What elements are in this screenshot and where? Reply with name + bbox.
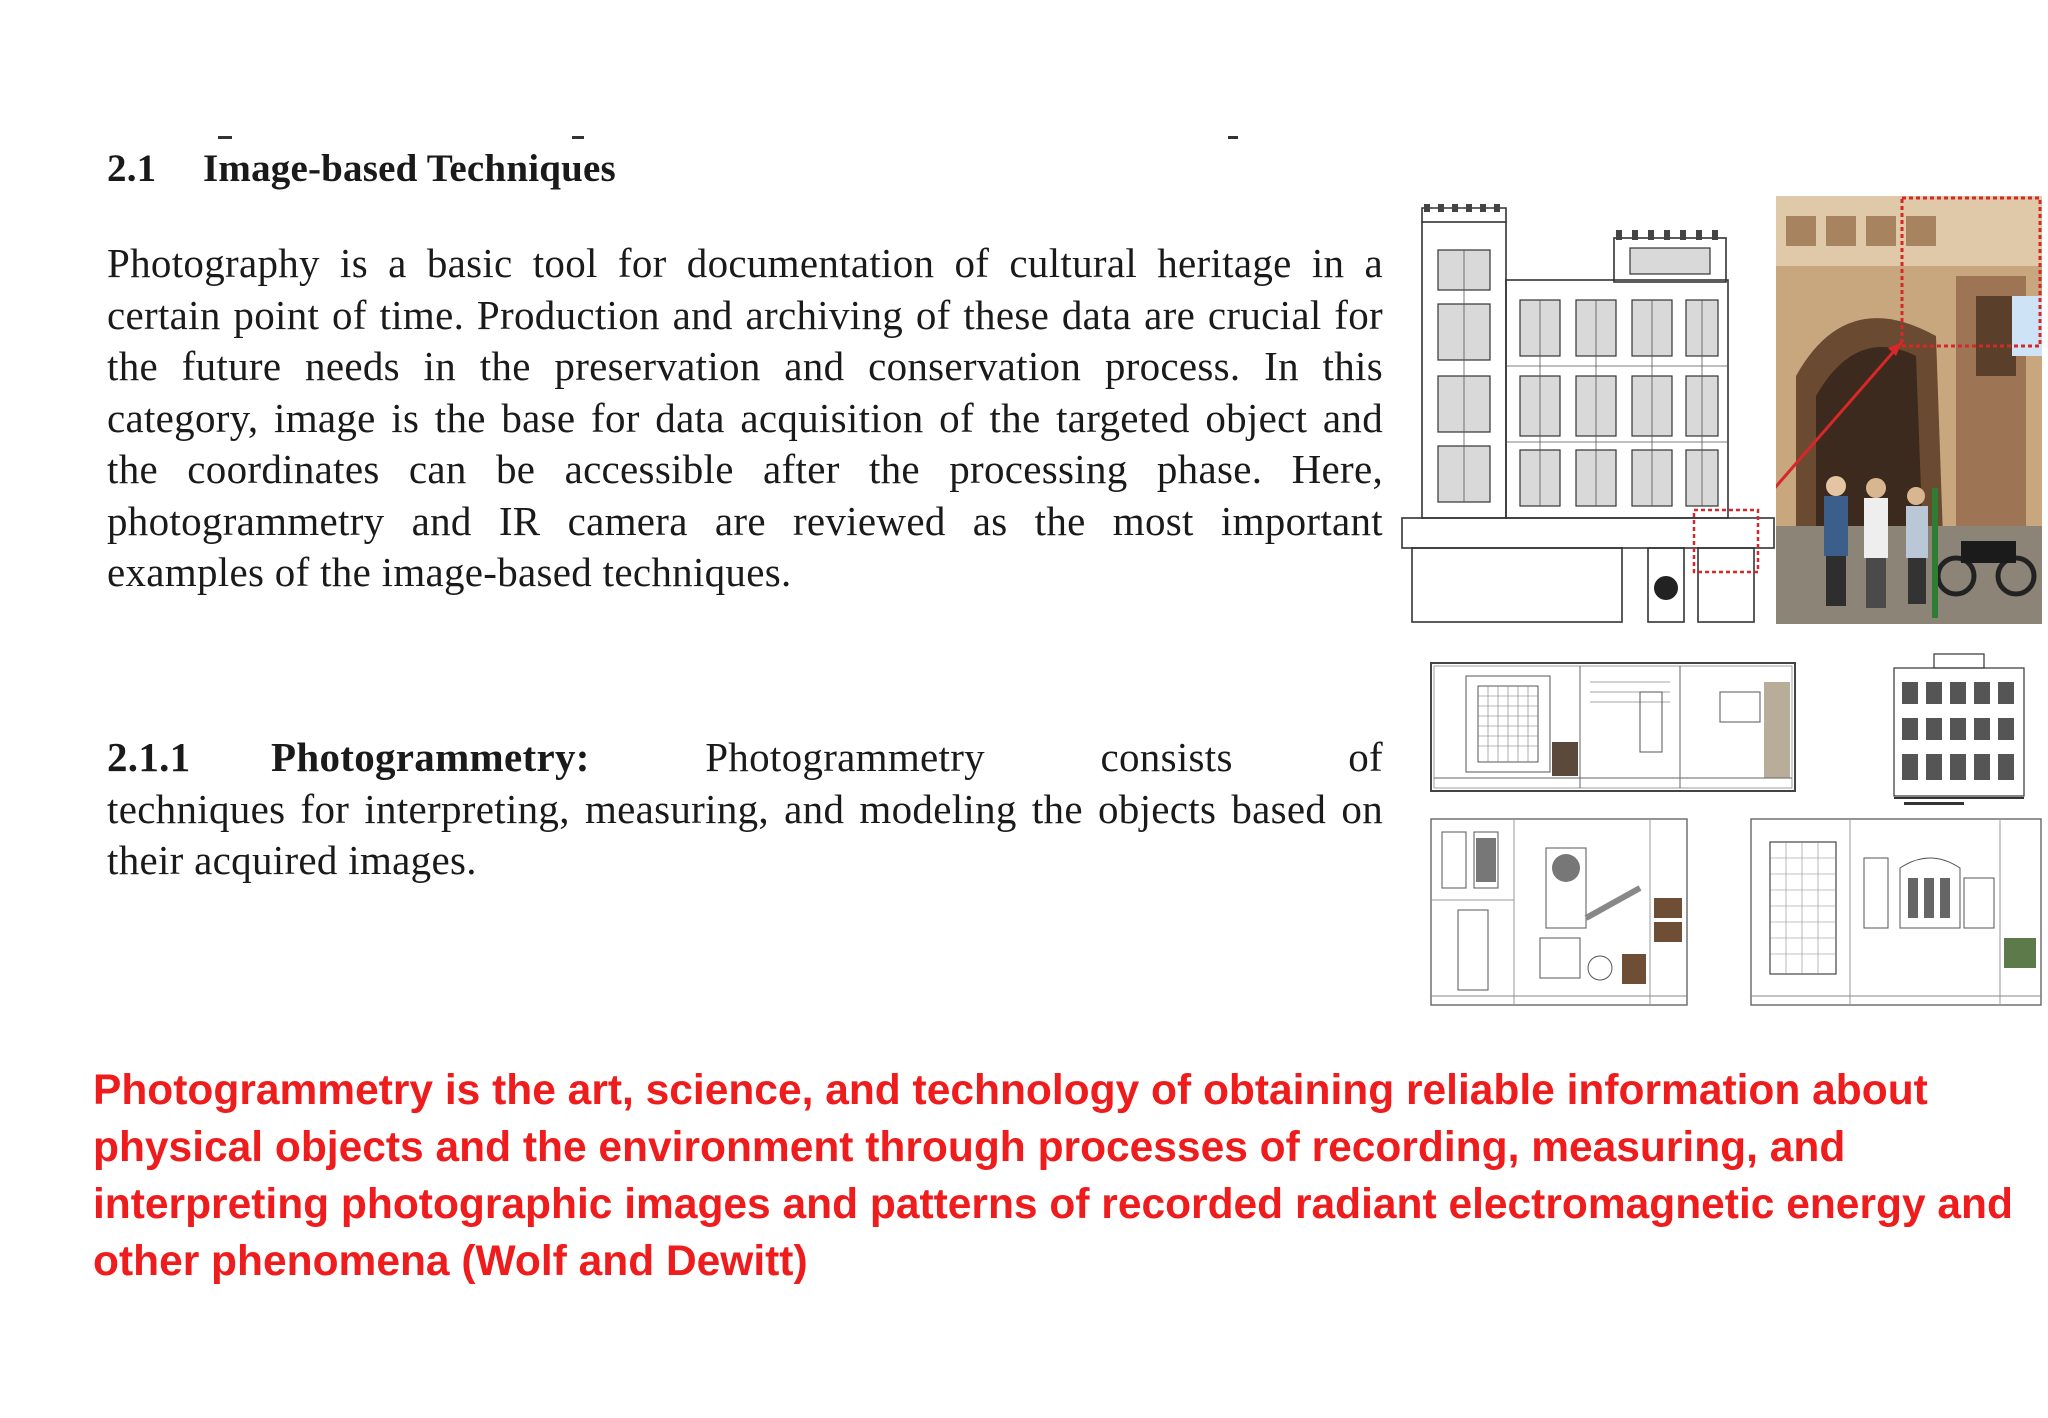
section-number: 2.1 [107,147,157,190]
front-elevation-drawing [1874,648,2042,808]
photogrammetry-first-line [107,732,1383,784]
section-heading [107,146,616,191]
subsection-title: Photogrammetry: [271,734,590,780]
photogrammetry-paragraph [107,732,1383,887]
photogrammetry-definition: Photogrammetry is the art, science, and technology of obtaining reliable information about physical objects and the environment through processes of recording, measuring, and interpreting photographic images and patterns of recorded radiant electromagnetic energy and other phenomena (Wolf and Dewitt) [93,1067,2013,1285]
stray-mark [572,136,584,139]
section-title: Image-based Techniques [203,147,616,190]
photogrammetry-rest: techniques for interpreting, measuring, and modeling the objects based on their acquired images. [107,785,1383,883]
line-word: of [1348,734,1383,780]
intro-paragraph: Photography is a basic tool for documentation of cultural heritage in a certain point of time. Production and archiving of these data are crucial for the future needs in the preservation and conservation process. In this category, image is the base for data acquisition of the targeted object and the coordinates can be accessible after the processing phase. Here, photogrammetry and IR camera are reviewed as the most important examples of the image-based techniques. [107,240,1383,595]
line-word: consists [1100,734,1233,780]
stray-mark [218,136,232,139]
plan-section-sheet [1750,818,2042,1006]
stray-mark [1228,136,1238,139]
building-elevation-drawing [1398,200,1776,626]
subsection-number: 2.1.1 [107,734,191,780]
door-detail-sheet [1430,662,1796,792]
line-word: Photogrammetry [705,734,985,780]
street-photo [1776,196,2042,624]
subsection-label [107,732,590,784]
window-detail-sheet [1430,818,1688,1006]
